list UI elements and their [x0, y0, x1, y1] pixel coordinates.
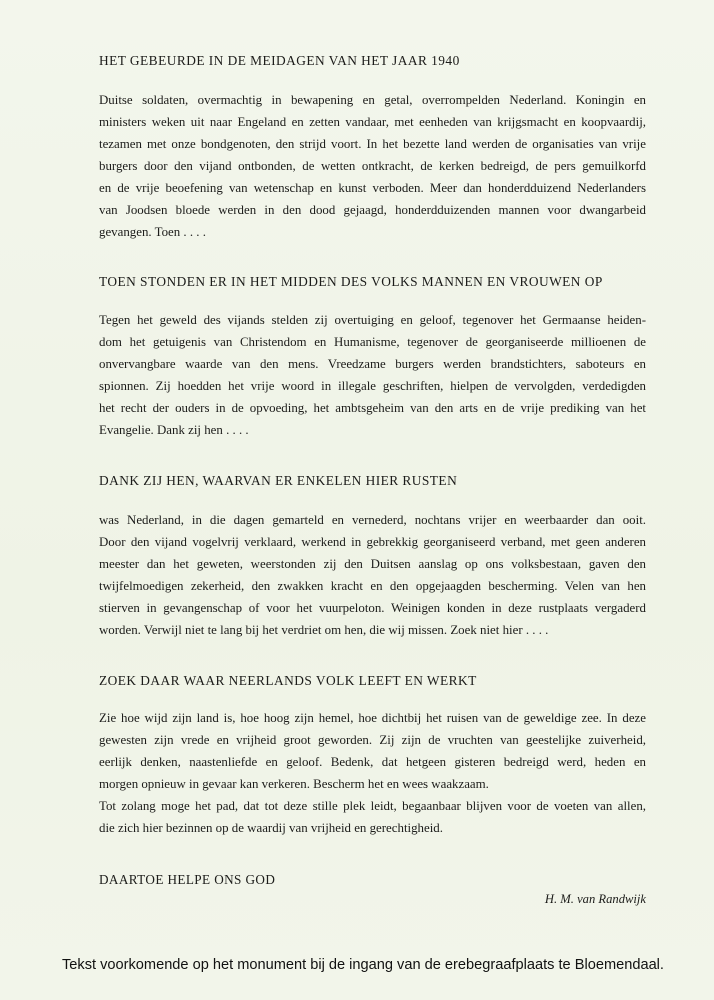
- text-line: ministers weken uit naar Engeland en zetten vandaar, met eenheden van krijgsmacht en koopvaardij,: [99, 115, 646, 129]
- text-line: meester dan het geweten, weerstonden zij den Duitsen aanslag op ons volksbestaan, gaven den: [99, 557, 646, 571]
- section-paragraph: [99, 707, 646, 839]
- section-paragraph: [99, 309, 646, 441]
- text-line: burgers door den vijand ontbonden, de wetten ontkracht, de kerken bedreigd, de pers gemuilkorfd: [99, 159, 646, 173]
- page-caption: Tekst voorkomende op het monument bij de ingang van de erebegraafplaats te Bloemendaal.: [62, 957, 664, 973]
- text-line: Evangelie. Dank zij hen . . . .: [99, 423, 249, 437]
- text-line: dom het getuigenis van Christendom en Humanisme, tegenover de georganiseerde millioenen de: [99, 335, 646, 349]
- author-signature: H. M. van Randwijk: [544, 892, 646, 906]
- text-line: van Joodsen bloede werden in den dood gejaagd, honderdduizenden mannen voor dwangarbeid: [99, 203, 646, 217]
- section-heading: DANK ZIJ HEN, WAARVAN ER ENKELEN HIER RUSTEN: [99, 473, 458, 488]
- section-heading: TOEN STONDEN ER IN HET MIDDEN DES VOLKS MANNEN EN VROUWEN OP: [99, 274, 603, 289]
- text-line: twijfelmoedigen zekerheid, den zwakken kracht en den opgejaagden bescherming. Velen van hen: [99, 579, 646, 593]
- text-line: onvervangbare waarde van den mens. Vreedzame burgers werden brandstichters, saboteurs en: [99, 357, 646, 371]
- section-heading: HET GEBEURDE IN DE MEIDAGEN VAN HET JAAR 1940: [99, 53, 460, 68]
- section-paragraph: [99, 509, 646, 641]
- text-line: Duitse soldaten, overmachtig in bewapening en getal, overrompelden Nederland. Koningin en: [99, 93, 646, 107]
- text-line: Zie hoe wijd zijn land is, hoe hoog zijn hemel, hoe dichtbij het ruisen van de geweldige zee. In deze: [99, 711, 646, 725]
- text-line: en de vrije beoefening van wetenschap en kunst verboden. Meer dan honderdduizend Nederlanders: [99, 181, 646, 195]
- text-line: Tegen het geweld des vijands stelden zij overtuiging en geloof, tegenover het Germaanse heiden-: [99, 313, 646, 327]
- text-line: worden. Verwijl niet te lang bij het verdriet om hen, die wij missen. Zoek niet hier . . . .: [99, 623, 549, 637]
- text-line: die zich hier bezinnen op de waardij van vrijheid en gerechtigheid.: [99, 821, 443, 835]
- text-line: gevangen. Toen . . . .: [99, 225, 206, 239]
- text-line: stierven in gevangenschap of voor het vuurpeloton. Weinigen konden in deze rustplaats vergaderd: [99, 601, 646, 615]
- text-line: spionnen. Zij hoedden het vrije woord in illegale geschriften, hielpen de vervolgden, verdedigden: [99, 379, 646, 393]
- section-heading: ZOEK DAAR WAAR NEERLANDS VOLK LEEFT EN WERKT: [99, 673, 477, 688]
- text-line: het recht der ouders in de opvoeding, het ambtsgeheim van den arts en de vrije prediking van het: [99, 401, 646, 415]
- text-line: Tot zolang moge het pad, dat tot deze stille plek leidt, begaanbaar blijven voor de voeten van allen,: [99, 799, 646, 813]
- section-paragraph: [99, 89, 646, 243]
- text-line: was Nederland, in die dagen gemarteld en vernederd, nochtans vrijer en weerbaarder dan ooit.: [99, 513, 646, 527]
- text-line: eerlijk denken, naastenliefde en geloof. Bedenk, dat hetgeen gisteren bedreigd werd, heden en: [99, 755, 646, 769]
- closing-line: DAARTOE HELPE ONS GOD: [99, 872, 276, 887]
- text-line: tezamen met onze bondgenoten, den strijd voort. In het bezette land werden de organisaties van vrije: [99, 137, 646, 151]
- text-line: morgen opnieuw in gevaar kan verkeren. Bescherm het en wees waakzaam.: [99, 777, 489, 791]
- text-line: Door den vijand vogelvrij verklaard, werkend in gebrekkig georganiseerd verband, met geen anderen: [99, 535, 646, 549]
- text-line: gewesten zijn vrede en vrijheid groot geworden. Zij zijn de vruchten van geestelijke zuiverheid,: [99, 733, 646, 747]
